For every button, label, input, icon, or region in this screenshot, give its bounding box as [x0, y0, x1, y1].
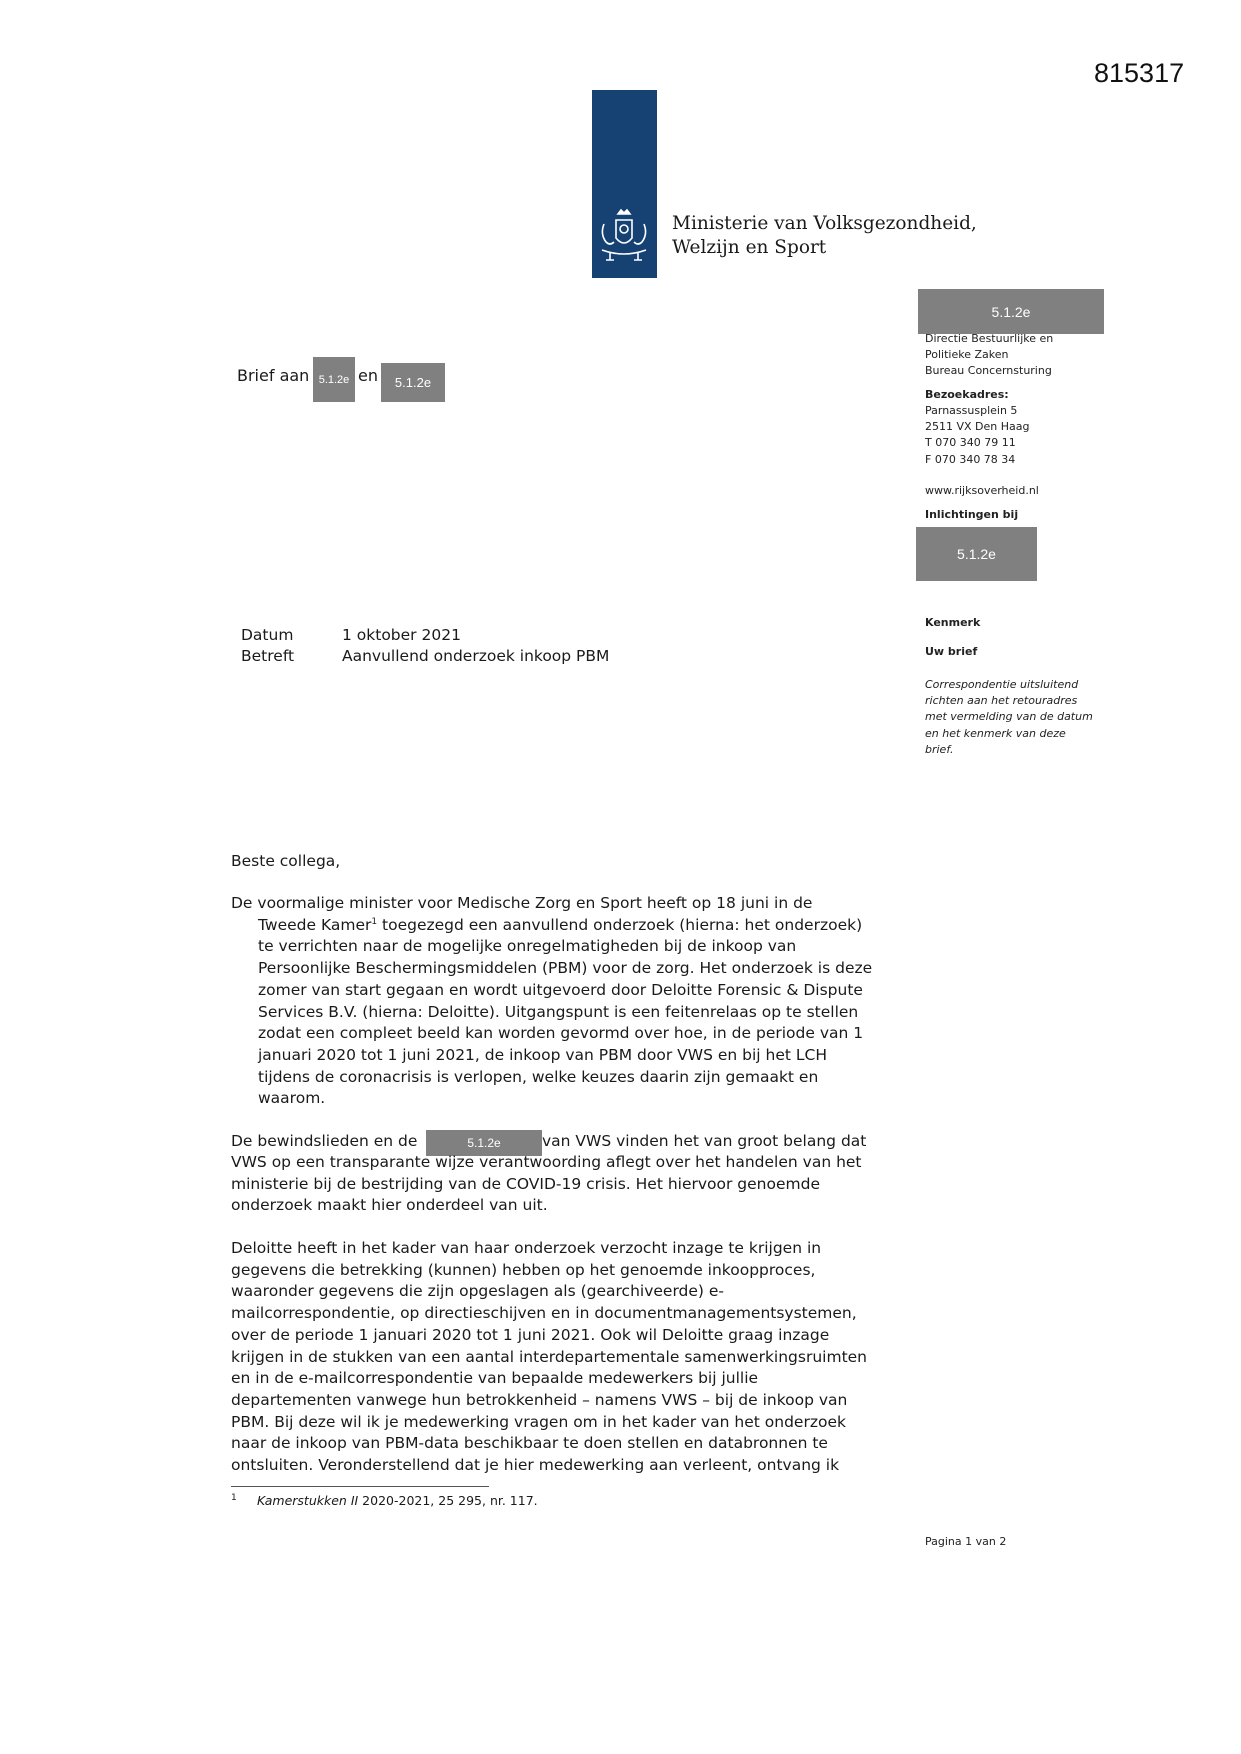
- body-line: onderzoek maakt hier onderdeel van uit.: [231, 1196, 548, 1215]
- ministry-name-line2: Welzijn en Sport: [672, 237, 827, 258]
- date-value: 1 oktober 2021: [342, 626, 461, 644]
- date-label: Datum: [241, 626, 294, 644]
- body-line-start: Tweede Kamer: [258, 915, 372, 934]
- note-line: met vermelding van de datum: [925, 710, 1093, 724]
- kenmerk-label: Kenmerk: [925, 616, 981, 629]
- paragraph-2-start: De bewindslieden en de: [231, 1132, 418, 1150]
- salutation: Beste collega,: [231, 852, 341, 870]
- paragraph-1: [231, 893, 911, 1110]
- body-line: [231, 915, 911, 937]
- body-line: zomer van start gegaan en wordt uitgevoerd door Deloitte Forensic & Dispute: [258, 980, 863, 999]
- address-line: Parnassusplein 5: [925, 404, 1018, 417]
- address-line: 2511 VX Den Haag: [925, 420, 1030, 434]
- note-line: Correspondentie uitsluitend: [925, 678, 1079, 691]
- subject-label: Betreft: [241, 647, 295, 665]
- footnote-reference: Kamerstukken II: [257, 1493, 359, 1508]
- body-line: VWS op een transparante wijze verantwoording aflegt over het handelen van het: [231, 1153, 862, 1171]
- footnote-text: 2020-2021, 25 295, nr. 117.: [358, 1493, 538, 1508]
- addressee-prefix: Brief aan: [237, 366, 310, 385]
- body-line: waarom.: [258, 1089, 326, 1108]
- ministry-name-line1: Ministerie van Volksgezondheid,: [672, 213, 977, 234]
- paragraph-2-rest: van VWS vinden het van groot belang dat: [542, 1132, 867, 1150]
- body-line: ontsluiten. Veronderstellend dat je hier medewerking aan verleent, ontvang ik: [231, 1456, 840, 1475]
- note-line: richten aan het retouradres: [925, 694, 1078, 708]
- page-number: Pagina 1 van 2: [925, 1535, 1007, 1548]
- paragraph-2: [231, 1152, 911, 1217]
- fax-line: F 070 340 78 34: [925, 452, 1016, 466]
- body-line-rest: toegezegd een aanvullend onderzoek (hierna: het onderzoek): [377, 915, 863, 934]
- footnote-number: 1: [231, 1493, 237, 1503]
- redacted-sender: 5.1.2e: [918, 289, 1104, 334]
- body-line: waaronder gegevens die zijn opgeslagen als (gearchiveerde) e-: [231, 1282, 725, 1301]
- body-line: tijdens de coronacrisis is verlopen, welke keuzes daarin zijn gemaakt en: [258, 1067, 819, 1086]
- redacted-body: 5.1.2e: [426, 1130, 542, 1156]
- body-line: mailcorrespondentie, op directieschijven en in documentmanagementsystemen,: [231, 1304, 857, 1323]
- body-line: PBM. Bij deze wil ik je medewerking vragen om in het kader van het onderzoek: [231, 1412, 846, 1431]
- body-line: januari 2020 tot 1 juni 2021, de inkoop van PBM door VWS en bij het LCH: [258, 1045, 828, 1064]
- website-link[interactable]: www.rijksoverheid.nl: [925, 484, 1039, 497]
- correspondence-note: [925, 677, 1093, 758]
- document-number: 815317: [1094, 58, 1185, 88]
- body-line: Persoonlijke Beschermingsmiddelen (PBM) voor de zorg. Het onderzoek is deze: [258, 959, 873, 978]
- body-line: naar de inkoop van PBM-data beschikbaar te doen stellen en databronnen te: [231, 1434, 828, 1453]
- phone-line: T 070 340 79 11: [925, 436, 1016, 450]
- body-line: en in de e-mailcorrespondentie van bepaalde medewerkers bij jullie: [231, 1369, 759, 1388]
- royal-crest-icon: [594, 208, 654, 266]
- sidebar-address: [925, 403, 1030, 468]
- ministry-name: [672, 212, 977, 260]
- body-line: krijgen in de stukken van een aantal interdepartementale samenwerkingsruimten: [231, 1347, 868, 1366]
- department-line: Directie Bestuurlijke en: [925, 332, 1054, 345]
- body-line: De voormalige minister voor Medische Zorg en Sport heeft op 18 juni in de: [231, 894, 813, 912]
- footnote-ref: 1: [371, 916, 378, 927]
- addressee-conjunction: en: [358, 366, 378, 385]
- paragraph-3: [231, 1238, 911, 1477]
- redacted-contact: 5.1.2e: [916, 527, 1037, 581]
- body-line: gegevens die betrekking (kunnen) hebben op het genoemde inkoopproces,: [231, 1260, 816, 1279]
- body-line: Deloitte heeft in het kader van haar onderzoek verzocht inzage te krijgen in: [231, 1239, 822, 1257]
- footnote-divider: [231, 1486, 489, 1487]
- body-line: departementen vanwege hun betrokkenheid – namens VWS – bij de inkoop van: [231, 1390, 848, 1409]
- body-line: ministerie bij de bestrijding van de COVID-19 crisis. Het hiervoor genoemde: [231, 1174, 820, 1193]
- department-line: Bureau Concernsturing: [925, 364, 1052, 378]
- uw-brief-label: Uw brief: [925, 645, 978, 658]
- sidebar-department: [925, 331, 1053, 380]
- info-heading: Inlichtingen bij: [925, 508, 1019, 521]
- note-line: en het kenmerk van deze: [925, 726, 1066, 740]
- subject-value: Aanvullend onderzoek inkoop PBM: [342, 647, 610, 665]
- body-line: over de periode 1 januari 2020 tot 1 juni 2021. Ook wil Deloitte graag inzage: [231, 1325, 830, 1344]
- body-line: Services B.V. (hierna: Deloitte). Uitgangspunt is een feitenrelaas op te stellen: [258, 1002, 859, 1021]
- body-line: te verrichten naar de mogelijke onregelmatigheden bij de inkoop van: [258, 937, 797, 956]
- footnote: [231, 1493, 538, 1508]
- department-line: Politieke Zaken: [925, 348, 1009, 362]
- visit-address-heading: Bezoekadres:: [925, 388, 1009, 401]
- redacted-addressee-1: 5.1.2e: [313, 357, 355, 402]
- body-line: zodat een compleet beeld kan worden gevormd over hoe, in de periode van 1: [258, 1024, 864, 1043]
- redacted-addressee-2: 5.1.2e: [381, 363, 445, 402]
- note-line: brief.: [925, 742, 954, 756]
